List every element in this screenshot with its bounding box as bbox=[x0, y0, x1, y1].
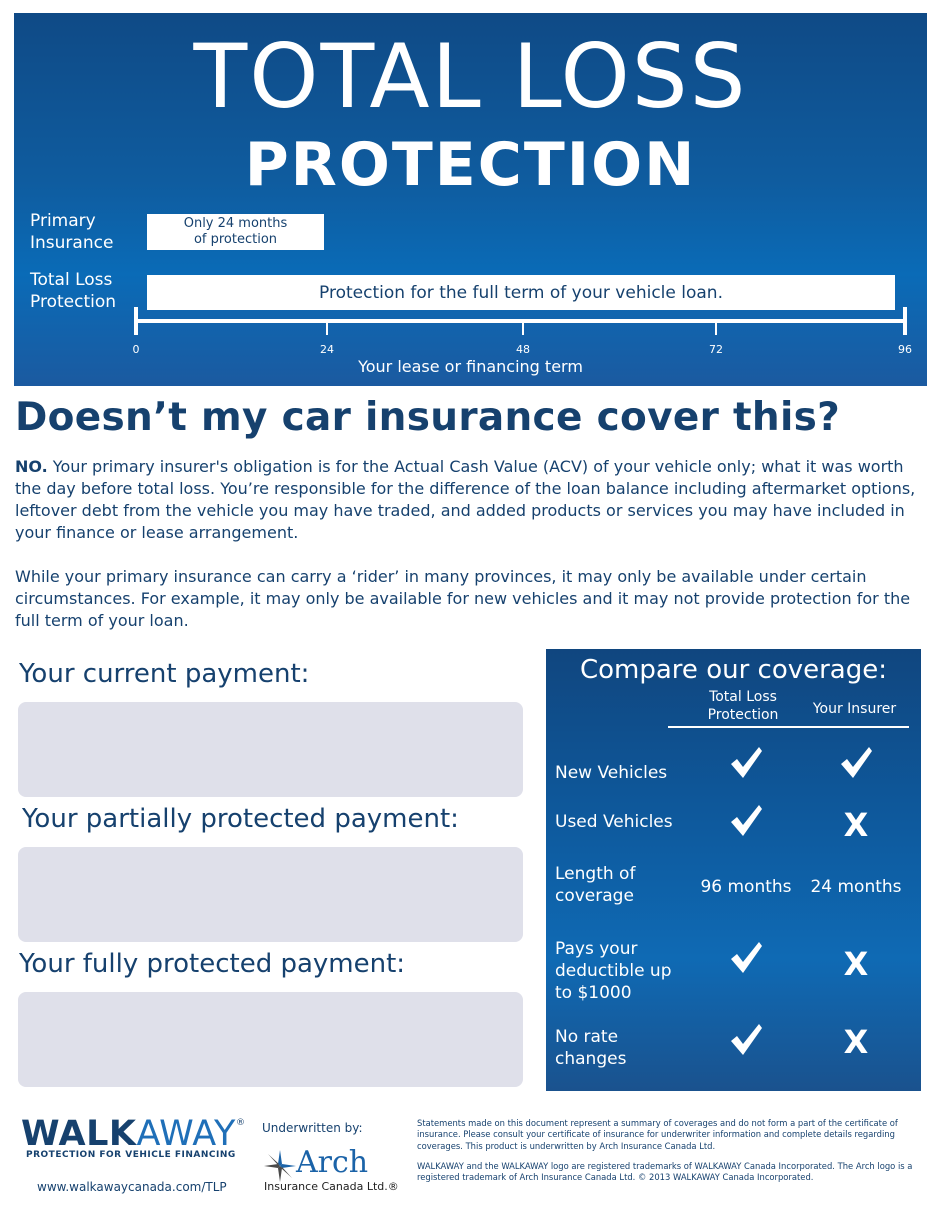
label-line: Primary bbox=[30, 211, 96, 231]
bar-text: of protection bbox=[193, 232, 278, 247]
arch-star-icon bbox=[262, 1148, 298, 1184]
tick-label: 48 bbox=[516, 343, 530, 356]
cell-insurer-new-vehicles bbox=[806, 745, 906, 786]
website-link[interactable]: www.walkawaycanada.com/TLP bbox=[37, 1180, 227, 1194]
banner-title: TOTAL LOSS bbox=[193, 25, 748, 128]
header-line: Total Loss bbox=[709, 689, 777, 705]
label-line: Insurance bbox=[30, 233, 114, 253]
tick-label: 0 bbox=[132, 343, 140, 356]
row-label-new-vehicles: New Vehicles bbox=[555, 763, 668, 783]
walkaway-logo bbox=[21, 1114, 236, 1154]
row-label-line: changes bbox=[555, 1049, 627, 1069]
x-icon: X bbox=[843, 945, 869, 983]
check-icon bbox=[728, 1022, 764, 1058]
partial-payment-label: Your partially protected payment: bbox=[22, 804, 459, 834]
full-payment-label: Your fully protected payment: bbox=[19, 949, 406, 979]
disclaimer-text: Statements made on this document represent a summary of coverages and do not form a part of the certificate of insurance. Please consult your certificate of insurance for underwriter information and complete details regarding coverages. This product is underwritten by Arch Insurance Canada Ltd. bbox=[417, 1118, 898, 1151]
cell-tlp-new-vehicles bbox=[696, 745, 796, 786]
logo-tagline: PROTECTION FOR VEHICLE FINANCING bbox=[26, 1150, 236, 1160]
banner-subtitle: PROTECTION bbox=[244, 130, 697, 200]
cell-tlp-length: 96 months bbox=[700, 877, 792, 897]
header-line: Protection bbox=[707, 707, 779, 723]
row-label-line: coverage bbox=[555, 886, 634, 906]
registered-mark: ® bbox=[236, 1118, 245, 1128]
tick-label: 72 bbox=[709, 343, 723, 356]
full-payment-box[interactable] bbox=[18, 992, 523, 1087]
answer-body: Your primary insurer's obligation is for the Actual Cash Value (ACV) of your vehicle only; what it was worth the day before total loss. You’re responsible for the difference of the loan balance including aftermarket options, leftover debt from the vehicle you may have traded, and added products or services you may have included in your finance or lease arrangement. bbox=[15, 457, 916, 542]
row-label-used-vehicles: Used Vehicles bbox=[555, 812, 673, 832]
underwritten-label: Underwritten by: bbox=[262, 1121, 363, 1135]
row-label-line: No rate bbox=[555, 1027, 619, 1047]
term-axis bbox=[14, 13, 927, 386]
header-rule bbox=[668, 726, 909, 728]
label-line: Total Loss bbox=[30, 270, 113, 290]
arch-subtitle: Insurance Canada Ltd.® bbox=[264, 1180, 399, 1193]
rider-paragraph: While your primary insurance can carry a ‘rider’ in many provinces, it may only be available under certain circumstances. For example, it may only be available for new vehicles and it may not provide protection for the full term of your loan. bbox=[15, 567, 911, 630]
cell-tlp-rate-changes bbox=[696, 1022, 796, 1063]
current-payment-label: Your current payment: bbox=[19, 659, 310, 689]
row-label-line: to $1000 bbox=[555, 983, 632, 1003]
tick-label: 96 bbox=[898, 343, 912, 356]
question-heading: Doesn’t my car insurance cover this? bbox=[15, 395, 841, 440]
bar-text: Only 24 months bbox=[183, 216, 288, 231]
arch-logo-text: Arch bbox=[296, 1145, 369, 1180]
row-label-line: deductible up bbox=[555, 961, 672, 981]
header-banner bbox=[14, 13, 927, 386]
partial-payment-box[interactable] bbox=[18, 847, 523, 942]
x-icon: X bbox=[843, 1023, 869, 1061]
compare-title: Compare our coverage: bbox=[579, 655, 887, 685]
row-label-length-of-coverage bbox=[555, 863, 635, 907]
x-icon: X bbox=[843, 806, 869, 844]
column-header-insurer: Your Insurer bbox=[812, 701, 897, 717]
trademark-text: WALKAWAY and the WALKAWAY logo are registered trademarks of WALKAWAY Canada Incorporated. The Arch logo is a registered trademark of Arch Insurance Canada Ltd. © 2013 WALKAWAY Canada Incorporated. bbox=[417, 1161, 913, 1183]
answer-paragraph bbox=[15, 456, 920, 544]
row-label-line: Length of bbox=[555, 864, 636, 884]
current-payment-box[interactable] bbox=[18, 702, 523, 797]
check-icon bbox=[728, 745, 764, 781]
row-label-line: Pays your bbox=[555, 939, 638, 959]
cell-tlp-deductible bbox=[696, 940, 796, 981]
answer-lead: NO. bbox=[15, 457, 48, 476]
row-label-deductible bbox=[555, 938, 672, 1004]
check-icon bbox=[838, 745, 874, 781]
check-icon bbox=[728, 803, 764, 839]
logo-away: AWAY bbox=[136, 1114, 236, 1154]
axis-title: Your lease or financing term bbox=[358, 357, 583, 376]
check-icon bbox=[728, 940, 764, 976]
row-label-rate-changes bbox=[555, 1026, 626, 1070]
cell-insurer-length: 24 months bbox=[810, 877, 902, 897]
label-line: Protection bbox=[30, 292, 117, 312]
column-header-tlp bbox=[698, 688, 788, 724]
bar-text: Protection for the full term of your vehicle loan. bbox=[319, 282, 723, 303]
logo-walk: WALK bbox=[21, 1114, 137, 1154]
compare-coverage-panel bbox=[546, 649, 921, 1091]
cell-tlp-used-vehicles bbox=[696, 803, 796, 844]
tick-label: 24 bbox=[320, 343, 334, 356]
